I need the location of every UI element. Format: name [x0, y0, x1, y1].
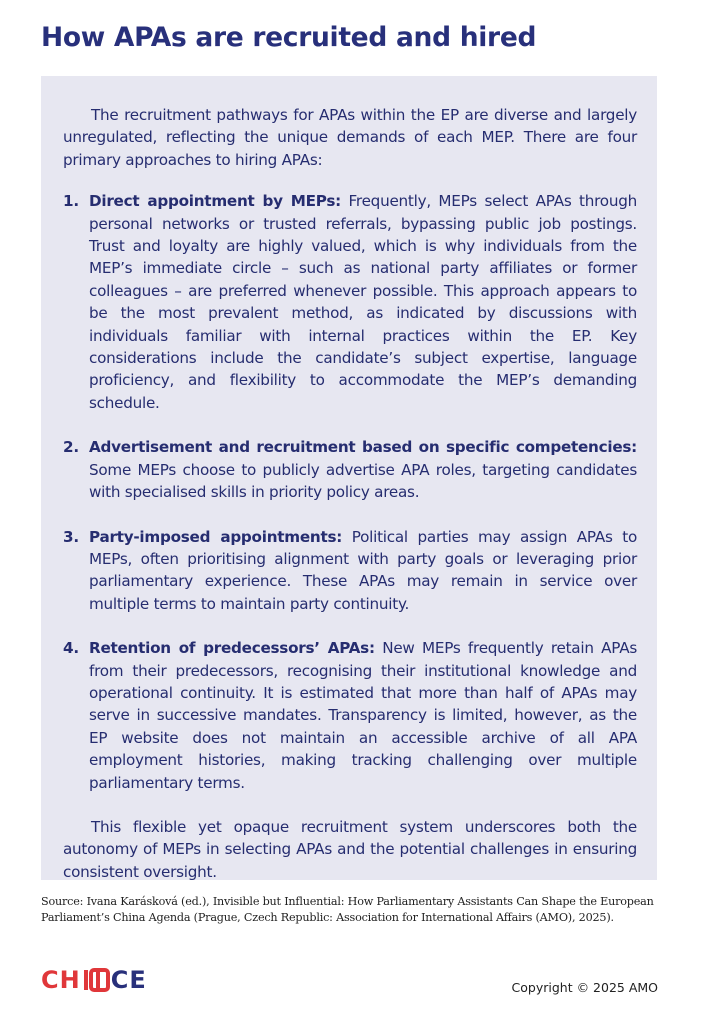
list-item-text: Frequently, MEPs select APAs through personal networks or trusted referrals, bypassing public job postings. Trust and loyalty are highly valued, which is why individuals from the MEP’s immediate circle – such as national party affiliates or former colleagues – are preferred whenever possible. This approach appears to be the most prevalent method, as indicated by discussions with individuals familiar with internal practices within the EP. Key considerations include the candidate’s subject expertise, language proficiency, and flexibility to accommodate the MEP’s demanding schedule.: [89, 192, 637, 412]
list-item-lead: Direct appointment by MEPs:: [89, 192, 341, 211]
list-item: [63, 637, 637, 794]
content-box: [41, 76, 657, 880]
list-item-text: Some MEPs choose to publicly advertise APA roles, targeting candidates with specialised skills in priority policy areas.: [89, 460, 637, 502]
logo-text-right: CE: [110, 966, 147, 994]
logo-text-left: CH: [41, 966, 81, 994]
list-item: [63, 190, 637, 414]
list-number: 4.: [63, 639, 79, 658]
list-item-lead: Party-imposed appointments:: [89, 527, 343, 546]
list-number: 3.: [63, 527, 79, 546]
list-item-lead: Advertisement and recruitment based on specific competencies:: [89, 438, 637, 457]
choice-logo: [41, 966, 147, 994]
list-item: [63, 526, 637, 616]
source-citation: Source: Ivana Karásková (ed.), Invisible but Influential: How Parliamentary Assistants Can Shape the European Parliament’s China Agenda (Prague, Czech Republic: Association for International Affairs (AMO), 2025).: [41, 895, 654, 924]
approaches-list: [63, 190, 637, 794]
list-item: [63, 436, 637, 503]
copyright-text: Copyright © 2025 AMO: [511, 980, 658, 995]
list-item-lead: Retention of predecessors’ APAs:: [89, 639, 375, 658]
list-item-text: Political parties may assign APAs to MEPs, often prioritising alignment with party goals or leveraging prior parliamentary experience. These APAs may remain in service over multiple terms to maintain party continuity.: [89, 527, 637, 613]
intro-paragraph: The recruitment pathways for APAs within the EP are diverse and largely unregulated, reflecting the unique demands of each MEP. There are four primary approaches to hiring APAs:: [63, 106, 637, 169]
logo-io-mark-icon: [82, 968, 110, 992]
page-title: How APAs are recruited and hired: [41, 22, 537, 53]
list-number: 1.: [63, 192, 79, 211]
conclusion-paragraph: This flexible yet opaque recruitment system underscores both the autonomy of MEPs in selecting APAs and the potential challenges in ensuring consistent oversight.: [63, 817, 637, 881]
list-number: 2.: [63, 438, 79, 457]
list-item-text: New MEPs frequently retain APAs from their predecessors, recognising their institutional knowledge and operational continuity. It is estimated that more than half of APAs may serve in successive mandates. Transparency is limited, however, as the EP website does not maintain an accessible archive of all APA employment histories, making tracking challenging over multiple parliamentary terms.: [89, 639, 637, 792]
